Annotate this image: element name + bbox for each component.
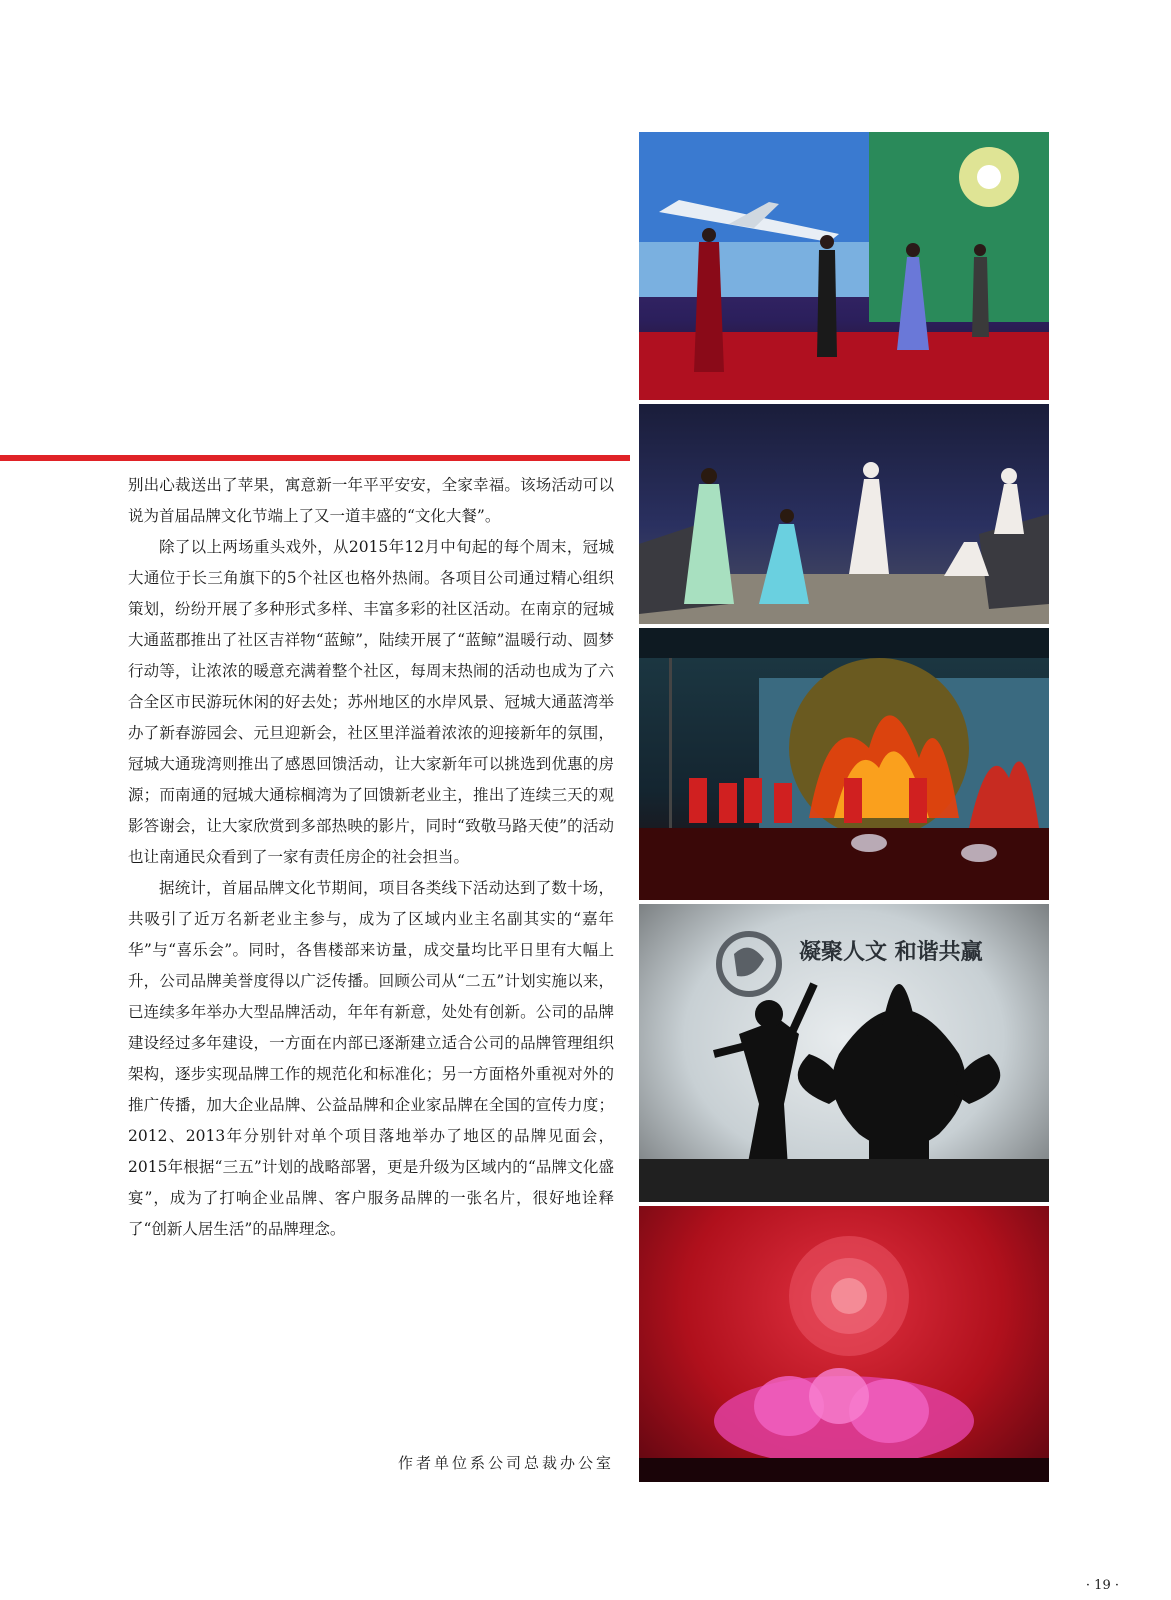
photo-stage-singers bbox=[639, 132, 1049, 400]
backdrop-slogan: 凝聚人文 和谐共赢 bbox=[799, 939, 983, 965]
article-body bbox=[128, 470, 614, 1245]
photo-shadow-dance bbox=[639, 904, 1049, 1202]
photo-opera-dancers bbox=[639, 404, 1049, 624]
author-affiliation: 作者单位系公司总裁办公室 bbox=[397, 1454, 614, 1472]
article-paragraph-2: 除了以上两场重头戏外，从2015年12月中旬起的每个周末，冠城大通位于长三角旗下的5个社区也格外热闹。各项目公司通过精心组织策划，纷纷开展了多种形式多样、丰富多彩的社区活动。在南京的冠城大通蓝郡推出了社区吉祥物“蓝鲸”，陆续开展了“蓝鲸”温暖行动、圆梦行动等，让浓浓的暖意充满着整个社区，每周末热闹的活动也成为了六合全区市民游玩休闲的好去处；苏州地区的水岸风景、冠城大通蓝湾举办了新春游园会、元旦迎新会，社区里洋溢着浓浓的迎接新年的氛围，冠城大通珑湾则推出了感恩回馈活动，让大家新年可以挑选到优惠的房源；而南通的冠城大通棕榈湾为了回馈新老业主，推出了连续三天的观影答谢会，让大家欣赏到多部热映的影片，同时“致敬马路天使”的活动也让南通民众看到了一家有责任房企的社会担当。 bbox=[128, 538, 614, 866]
red-divider-rule bbox=[0, 455, 630, 461]
page-number: · 19 · bbox=[1085, 1578, 1119, 1593]
photo-drum-performance bbox=[639, 628, 1049, 900]
article-paragraph-3: 据统计，首届品牌文化节期间，项目各类线下活动达到了数十场，共吸引了近万名新老业主参与，成为了区域内业主名副其实的“嘉年华”与“喜乐会”。同时，各售楼部来访量，成交量均比平日里有大幅上升，公司品牌美誉度得以广泛传播。回顾公司从“二五”计划实施以来，已连续多年举办大型品牌活动，年年有新意，处处有创新。公司的品牌建设经过多年建设，一方面在内部已逐渐建立适合公司的品牌管理组织架构，逐步实现品牌工作的规范化和标准化；另一方面格外重视对外的推广传播，加大企业品牌、公益品牌和企业家品牌在全国的宣传力度；2012、2013年分别针对单个项目落地举办了地区的品牌见面会，2015年根据“三五”计划的战略部署，更是升级为区域内的“品牌文化盛宴”，成为了打响企业品牌、客户服务品牌的一张名片，很好地诠释了“创新人居生活”的品牌理念。 bbox=[128, 879, 614, 1238]
article-paragraph-1: 别出心裁送出了苹果，寓意新一年平平安安，全家幸福。该场活动可以说为首届品牌文化节端上了又一道丰盛的“文化大餐”。 bbox=[128, 476, 614, 525]
photo-rose-dancers bbox=[639, 1206, 1049, 1482]
